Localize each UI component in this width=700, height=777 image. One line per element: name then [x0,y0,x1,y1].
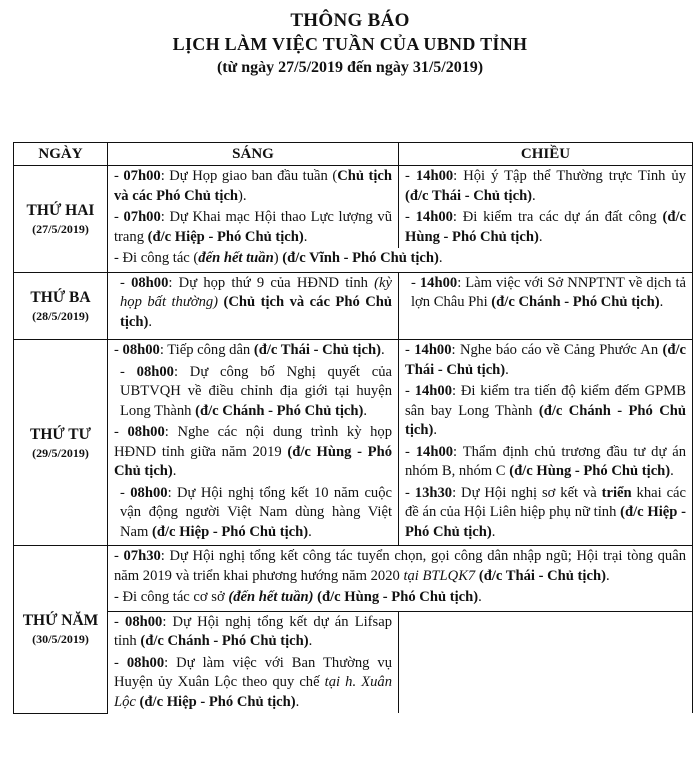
list-item: - 08h00: Tiếp công dân (đ/c Thái - Chủ tịch). [114,342,385,358]
list-item: - 13h30: Dự Hội nghị sơ kết và triển khai các đề án của Hội Liên hiệp phụ nữ tỉnh (đ/c Hiệp - Phó Chủ tịch). [405,484,686,540]
date-range: (từ ngày 27/5/2019 đến ngày 31/5/2019) [216,59,484,76]
day-row-monday-full [14,248,693,272]
afternoon-cell [399,340,693,546]
day-row-thursday [14,546,693,714]
list-item: - 08h00: Dự Hội nghị tổng kết dự án Lifsap tỉnh (đ/c Chánh - Phó Chủ tịch). [114,613,392,649]
day-date: (30/5/2019) [32,632,89,647]
day-cell [14,166,108,273]
list-item: - 14h00: Đi kiểm tra tiến độ kiểm đếm GPMB sân bay Long Thành (đ/c Chánh - Phó Chủ tịch). [405,383,686,438]
list-item: - Đi công tác cơ sở (đến hết tuần) (đ/c Hùng - Phó Chủ tịch). [114,589,482,605]
thursday-cell [108,546,693,714]
list-item: - 08h00: Nghe các nội dung trình kỳ họp HĐND tỉnh giữa năm 2019 (đ/c Hùng - Phó Chủ tịch). [114,424,392,479]
list-item: - 14h00: Đi kiểm tra các dự án đất công (đ/c Hùng - Phó Chủ tịch). [405,209,686,245]
day-cell [14,340,108,546]
day-name: THỨ HAI [26,201,95,219]
afternoon-cell [399,166,693,249]
day-date: (29/5/2019) [32,445,89,460]
day-name: THỨ TƯ [29,425,91,443]
afternoon-cell [399,272,693,340]
list-item: - 14h00: Hội ý Tập thể Thường trực Tỉnh ủy (đ/c Thái - Chủ tịch). [405,168,686,204]
list-item: - 08h00: Dự làm việc với Ban Thường vụ Huyện ủy Xuân Lộc theo quy chế tại h. Xuân Lộc (đ/c Hiệp - Phó Chủ tịch). [114,654,392,710]
day-date: (27/5/2019) [32,221,89,236]
day-row-monday [14,166,693,249]
table-header-row [14,143,693,166]
col-afternoon-header: CHIỀU [399,143,693,166]
thursday-morning [108,611,398,714]
day-name: THỨ NĂM [22,612,99,630]
morning-cell [108,340,399,546]
list-item: - 14h00: Nghe báo cáo về Cảng Phước An (đ/c Thái - Chủ tịch). [405,342,686,378]
day-cell [14,546,108,714]
list-item: - 07h00: Dự Họp giao ban đầu tuần (Chủ tịch và các Phó Chủ tịch). [114,168,392,204]
morning-cell [108,166,399,249]
full-day-cell [108,248,693,272]
list-item: - 08h00: Dự công bố Nghị quyết của UBTVQH về điều chỉnh địa giới tại huyện Long Thành (đ/c Chánh - Phó Chủ tịch). [120,363,393,419]
notice-title: THÔNG BÁO [290,10,410,31]
schedule-heading: LỊCH LÀM VIỆC TUẦN CỦA UBND TỈNH [172,34,528,54]
day-name: THỨ BA [30,288,91,306]
list-item: - 08h00: Dự Hội nghị tổng kết 10 năm cuộc vận động người Việt Nam dùng hàng Việt Nam (đ/c Hiệp - Phó Chủ tịch). [120,484,392,540]
col-morning-header: SÁNG [108,143,399,166]
list-item: - 07h30: Dự Hội nghị tổng kết công tác tuyển chọn, gọi công dân nhập ngũ; Hội trại tòng quân năm 2019 và triển khai phương hướng năm 2020 tại BTLQK7 (đ/c Thái - Chủ tịch). [114,548,686,584]
list-item: - 14h00: Thẩm định chủ trương đầu tư dự án nhóm B, nhóm C (đ/c Hùng - Phó Chủ tịch). [405,443,686,479]
list-item: - 08h00: Dự họp thứ 9 của HĐND tỉnh (kỳ họp bất thường) (Chủ tịch và các Phó Chủ tịch). [120,274,392,330]
list-item: - 07h00: Dự Khai mạc Hội thao Lực lượng vũ trang (đ/c Hiệp - Phó Chủ tịch). [114,209,392,245]
morning-cell [108,272,399,340]
day-row-wednesday [14,340,693,546]
col-day-header: NGÀY [14,143,108,166]
day-cell [14,272,108,340]
list-item: - Đi công tác (đến hết tuần) (đ/c Vĩnh - Phó Chủ tịch). [114,250,443,266]
schedule-table [13,142,693,714]
thursday-afternoon-empty [398,611,692,714]
day-date: (28/5/2019) [32,308,89,323]
thursday-split [108,611,692,714]
list-item: - 14h00: Làm việc với Sở NNPTNT về dịch tả lợn Châu Phi (đ/c Chánh - Phó Chủ tịch). [411,274,686,310]
day-row-tuesday [14,272,693,340]
